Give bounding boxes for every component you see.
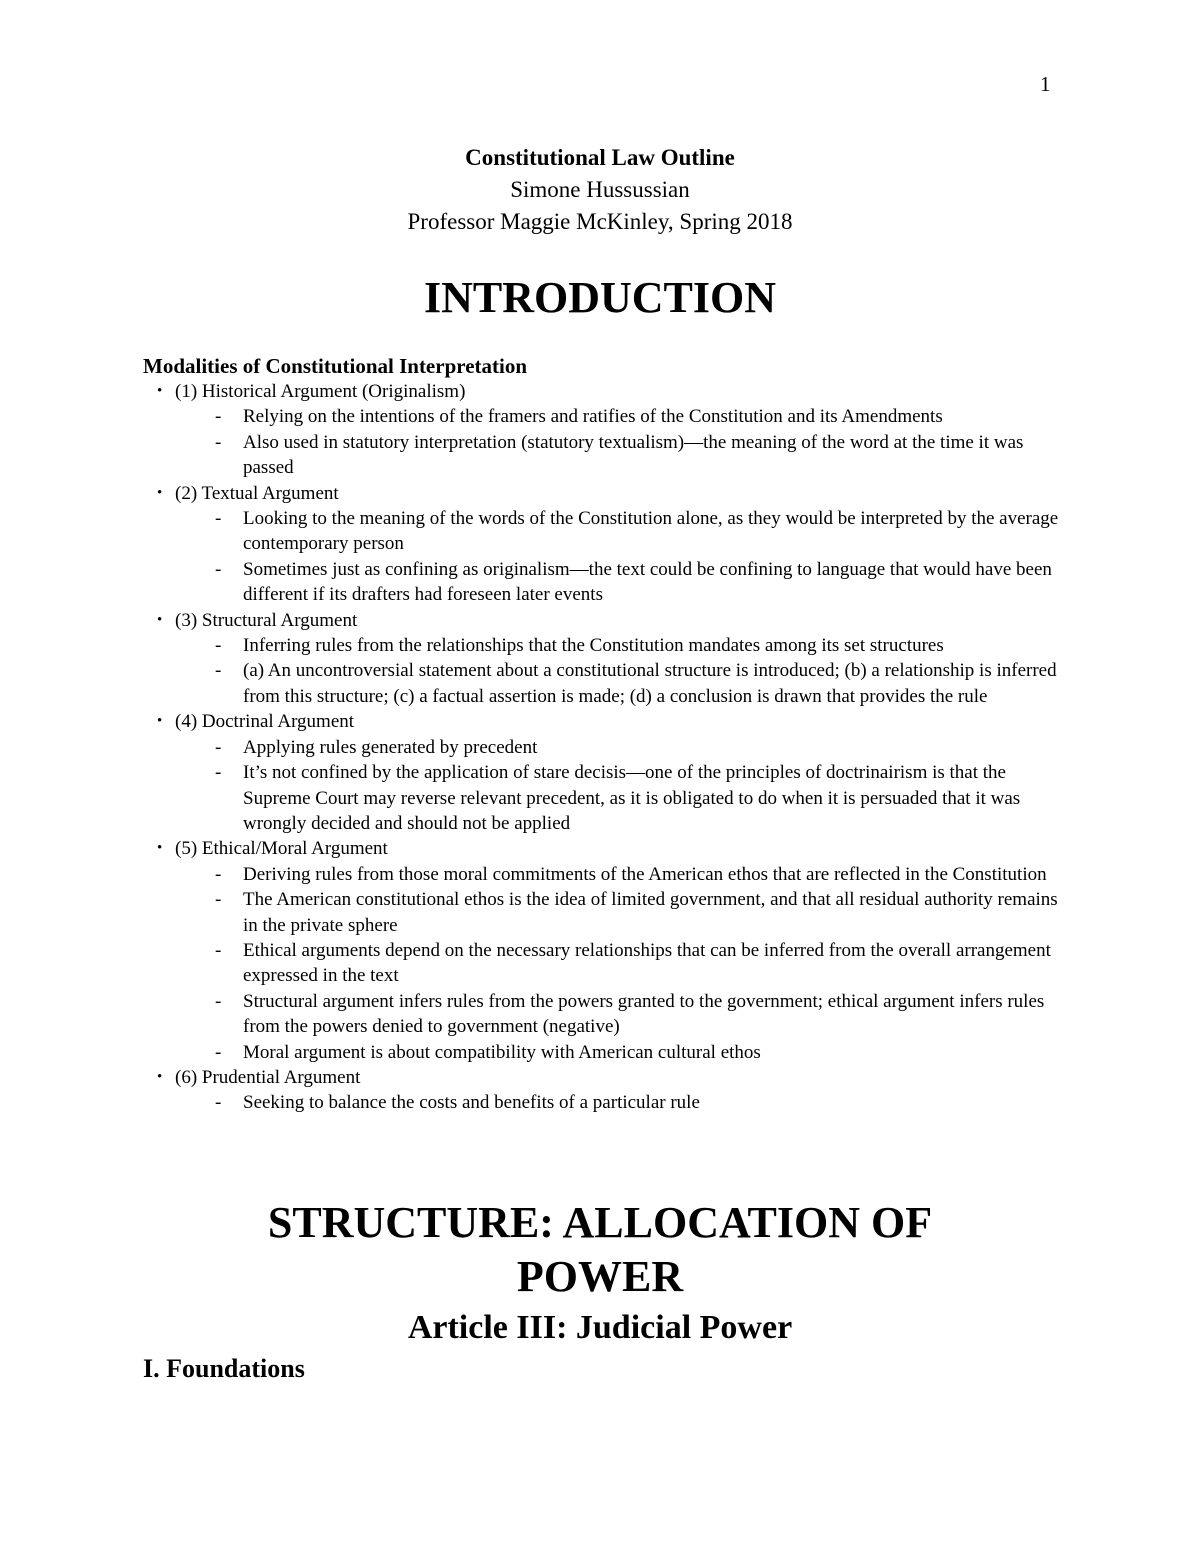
modality-point (205, 658, 1063, 709)
modality-point (205, 1090, 1063, 1115)
modality-point (205, 938, 1063, 989)
modality-point (205, 760, 1063, 836)
modality-item (143, 379, 1063, 481)
dash-icon: - (215, 1092, 222, 1114)
dash-icon: - (215, 431, 222, 453)
modality-item (143, 1065, 1063, 1116)
dash-icon: - (215, 635, 222, 657)
bullet-icon: • (157, 840, 163, 857)
modality-points (175, 1090, 1063, 1115)
dash-icon: - (215, 660, 222, 682)
modality-point (205, 404, 1063, 429)
document-title: Constitutional Law Outline (465, 145, 735, 170)
page-number: 1 (1040, 72, 1051, 96)
modality-point-text: It’s not confined by the application of stare decisis—one of the principles of doctrinairism is that the Supreme Court may reverse relevant precedent, as it is obligated to do when it is persuaded that it was wrongly decided and should not be applied (243, 762, 1021, 834)
dash-icon: - (215, 1041, 222, 1063)
heading-foundations: I. Foundations (143, 1354, 305, 1383)
dash-icon: - (215, 762, 222, 784)
modality-point (205, 633, 1063, 658)
bullet-icon: • (157, 611, 163, 628)
bullet-icon: • (157, 1068, 163, 1085)
heading-introduction: INTRODUCTION (423, 273, 777, 322)
modality-point-text: Relying on the intentions of the framers and ratifies of the Constitution and its Amendments (243, 406, 943, 428)
modality-point (205, 887, 1063, 938)
modality-point-text: Sometimes just as confining as originalism—the text could be confining to language that would have been different if its drafters had foreseen later events (243, 558, 1052, 606)
modality-point-text: Looking to the meaning of the words of the Constitution alone, as they would be interpreted by the average contemporary person (243, 508, 1059, 555)
modality-point (205, 735, 1063, 760)
modality-item (143, 481, 1063, 608)
modalities-list (143, 379, 1063, 1116)
modality-point (205, 1040, 1063, 1065)
modality-point-text: Moral argument is about compatibility with American cultural ethos (243, 1041, 761, 1063)
course-info: Professor Maggie McKinley, Spring 2018 (407, 209, 793, 234)
dash-icon: - (215, 406, 222, 428)
modality-label: (2) Textual Argument (175, 482, 339, 504)
modality-item (143, 836, 1063, 1065)
bullet-icon: • (157, 484, 163, 501)
modality-point-text: Deriving rules from those moral commitments of the American ethos that are reflected in the Constitution (243, 863, 1047, 885)
dash-icon: - (215, 508, 222, 530)
modality-point-text: Applying rules generated by precedent (243, 736, 538, 758)
dash-icon: - (215, 736, 222, 758)
modality-points (175, 735, 1063, 837)
modality-point-text: The American constitutional ethos is the idea of limited government, and that all residual authority remains in the private sphere (243, 889, 1058, 936)
modality-point (205, 506, 1063, 557)
modality-point-text: Structural argument infers rules from the powers granted to the government; ethical argument infers rules from the powers denied to government (negative) (243, 990, 1045, 1038)
modality-label: (5) Ethical/Moral Argument (175, 838, 388, 860)
modality-item (143, 608, 1063, 710)
modality-label: (4) Doctrinal Argument (175, 711, 355, 733)
modality-points (175, 404, 1063, 480)
title-block (0, 142, 1200, 238)
dash-icon: - (215, 863, 222, 885)
author-name: Simone Hussussian (510, 177, 690, 202)
heading-structure (0, 1196, 1200, 1304)
modality-points (175, 633, 1063, 709)
section-heading-modalities: Modalities of Constitutional Interpretation (143, 354, 528, 378)
heading-structure-line2: POWER (516, 1252, 684, 1301)
modality-label: (3) Structural Argument (175, 609, 358, 631)
modality-label: (1) Historical Argument (Originalism) (175, 381, 466, 402)
dash-icon: - (215, 889, 222, 911)
modality-point (205, 989, 1063, 1040)
modality-points (175, 862, 1063, 1065)
bullet-icon: • (157, 383, 163, 399)
modality-point-text: (a) An uncontroversial statement about a constitutional structure is introduced; (b) a relationship is inferred from this structure; (c) a factual assertion is made; (d) a conclusion is drawn that provides the rule (243, 660, 1057, 707)
modality-point-text: Ethical arguments depend on the necessary relationships that can be inferred from the overall arrangement expressed in the text (243, 939, 1051, 987)
bullet-icon: • (157, 713, 163, 730)
modality-point-text: Seeking to balance the costs and benefits of a particular rule (243, 1092, 700, 1114)
modality-label: (6) Prudential Argument (175, 1066, 361, 1088)
modality-item (143, 709, 1063, 836)
modality-points (175, 506, 1063, 608)
heading-structure-line1: STRUCTURE: ALLOCATION OF (267, 1198, 933, 1247)
dash-icon: - (215, 939, 222, 961)
modality-point-text: Inferring rules from the relationships that the Constitution mandates among its set structures (243, 635, 944, 657)
modality-point (205, 430, 1063, 481)
heading-article-iii: Article III: Judicial Power (407, 1309, 793, 1346)
dash-icon: - (215, 990, 222, 1012)
dash-icon: - (215, 558, 222, 580)
modality-point (205, 862, 1063, 887)
modality-point-text: Also used in statutory interpretation (statutory textualism)—the meaning of the word at the time it was passed (243, 431, 1024, 479)
modality-point (205, 557, 1063, 608)
